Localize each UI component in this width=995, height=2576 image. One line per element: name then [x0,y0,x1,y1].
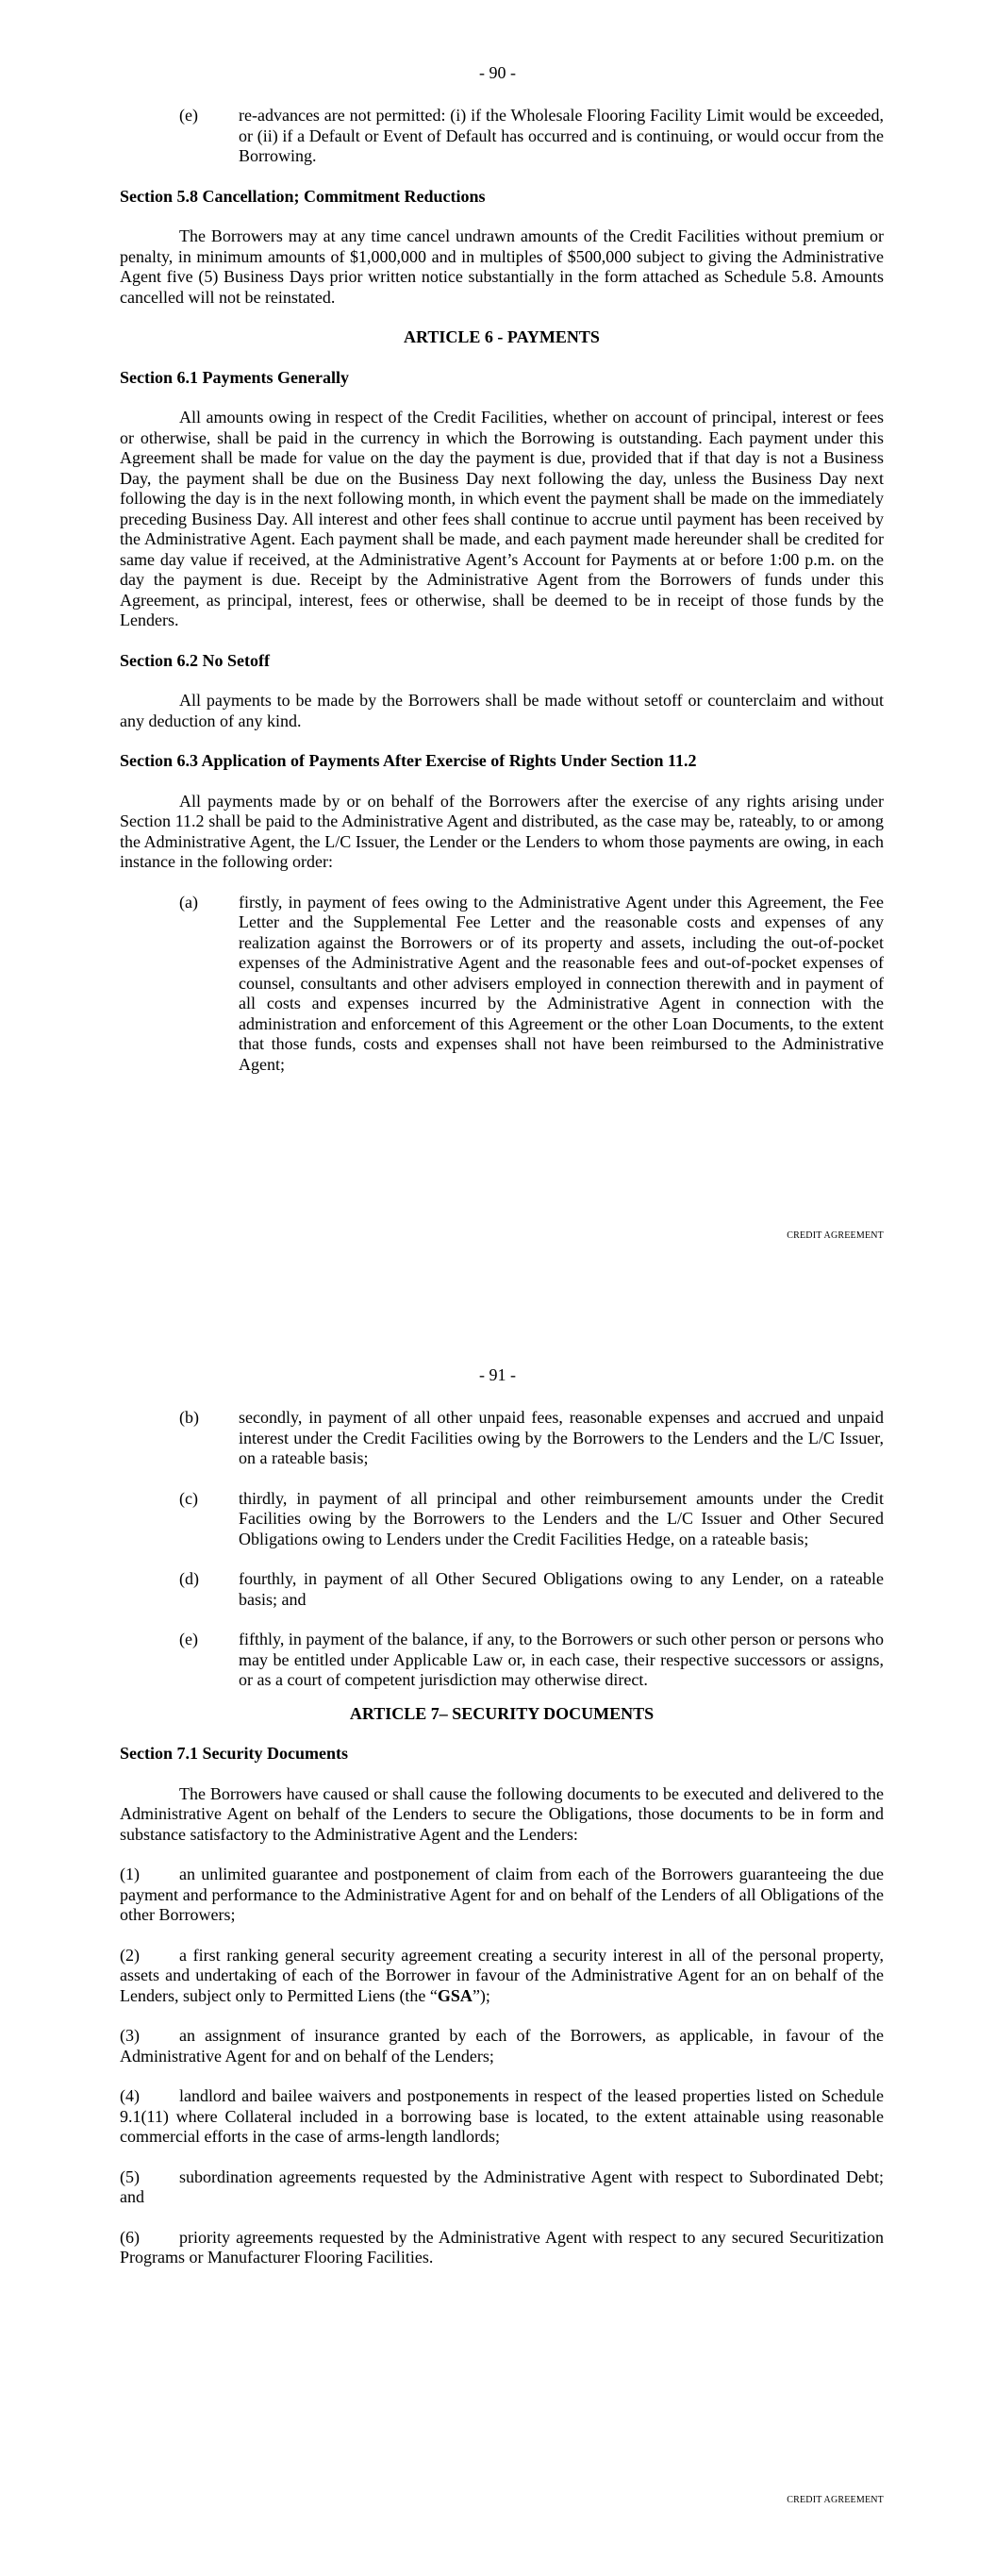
numbered-label: (5) [120,2166,140,2186]
numbered-item-1 [120,1865,884,1926]
numbered-text: an unlimited guarantee and postponement of claim from each of the Borrowers guaranteeing the due payment and performance to the Administrative Agent for and on behalf of the Lenders of all Obligations of the other Borrowers; [120,1865,884,1924]
list-text: thirdly, in payment of all principal and other reimbursement amounts under the Credit Facilities owing by the Borrowers to the Lenders and the L/C Issuer and Other Secured Obligations owing to Lenders under the Credit Facilities Hedge, on a rateable basis; [239,1488,884,1548]
numbered-item-2 [120,1946,884,2007]
list-item-e [179,1630,884,1691]
page-91-content [120,1408,884,2288]
section-body-6-2: All payments to be made by the Borrowers shall be made without setoff or counterclaim and without any deduction of any kind. [120,691,884,730]
numbered-text: subordination agreements requested by the Administrative Agent with respect to Subordinated Debt; and [120,2166,884,2206]
list-item-d [179,1569,884,1610]
defined-term-gsa: GSA [437,1985,473,2005]
numbered-item-5 [120,2167,884,2208]
list-label: (b) [179,1408,199,1427]
list-label: (d) [179,1569,199,1588]
list-item-e [179,106,884,167]
section-body-5-8: The Borrowers may at any time cancel undrawn amounts of the Credit Facilities without premium or penalty, in minimum amounts of $1,000,000 and in multiples of $500,000 subject to giving the Administrative Agent five (5) Business Days prior written notice substantially in the form attached as Schedule 5.8. Amounts cancelled will not be reinstated. [120,226,884,307]
section-body-6-3: All payments made by or on behalf of the Borrowers after the exercise of any rights arising under Section 11.2 shall be paid to the Administrative Agent and distributed, as the case may be, rateably, to or among the Administrative Agent, the L/C Issuer, the Lender or the Lenders to whom those payments are owing, in each instance in the following order: [120,791,884,871]
numbered-label: (4) [120,2086,140,2105]
section-heading-5-8: Section 5.8 Cancellation; Commitment Reductions [120,186,486,206]
section-heading-7-1: Section 7.1 Security Documents [120,1744,348,1763]
numbered-item-6 [120,2228,884,2268]
document-page-91 [0,1302,995,2576]
numbered-text-after: ”); [472,1985,490,2005]
numbered-text-before: a first ranking general security agreement creating a security interest in all of the personal property, assets and undertaking of each of the Borrower in favour of the Administrative Agent for an on behalf of the Lenders, subject only to Permitted Liens (the “ [120,1945,884,2005]
numbered-label: (2) [120,1945,140,1965]
section-heading-6-1: Section 6.1 Payments Generally [120,367,349,387]
article-heading-6: ARTICLE 6 - PAYMENTS [404,327,600,346]
numbered-label: (6) [120,2227,140,2247]
list-text: fourthly, in payment of all Other Secured Obligations owing to any Lender, on a rateable basis; and [239,1569,884,1609]
list-label: (c) [179,1488,198,1508]
list-text: secondly, in payment of all other unpaid fees, reasonable expenses and accrued and unpaid interest under the Credit Facilities owing by the Borrowers to the Lenders and the L/C Issuer, on a rateable basis; [239,1408,884,1467]
section-heading-6-2: Section 6.2 No Setoff [120,650,270,670]
numbered-label: (3) [120,2026,140,2045]
list-label: (e) [179,1630,198,1648]
list-text: firstly, in payment of fees owing to the Administrative Agent under this Agreement, the Fee Letter and the Supplemental Fee Letter and the reasonable costs and expenses of any realization against the Borrowers or of its property and assets, including the out-of-pocket expenses of the Administrative Agent and the reasonable fees and out-of-pocket expenses of counsel, consultants and other advisers employed in connection therewith and in payment of all costs and expenses incurred by the Administrative Agent in connection with the administration and enforcement of this Agreement or the other Loan Documents, to the extent that those funds, costs and expenses shall not have been reimbursed to the Administrative Agent; [239,892,884,1074]
page-90-content [120,106,884,1095]
page-footer: CREDIT AGREEMENT [787,2495,884,2505]
numbered-item-4 [120,2086,884,2148]
list-item-a [179,893,884,1076]
list-item-b [179,1408,884,1469]
numbered-label: (1) [120,1865,140,1883]
numbered-item-3 [120,2026,884,2066]
numbered-text: an assignment of insurance granted by each of the Borrowers, as applicable, in favour of the Administrative Agent for and on behalf of the Lenders; [120,2026,884,2066]
list-label: (a) [179,892,198,912]
page-number: - 91 - [479,1365,516,1384]
page-footer: CREDIT AGREEMENT [787,1230,884,1241]
article-heading-7: ARTICLE 7– SECURITY DOCUMENTS [349,1703,655,1723]
list-label: (e) [179,106,198,125]
list-text: fifthly, in payment of the balance, if any, to the Borrowers or such other person or persons who may be entitled under Applicable Law or, in each case, their respective successors or assigns, or as a court of competent jurisdiction may otherwise direct. [239,1630,884,1689]
section-heading-6-3: Section 6.3 Application of Payments After Exercise of Rights Under Section 11.2 [120,751,697,770]
numbered-text: landlord and bailee waivers and postponements in respect of the leased properties listed on Schedule 9.1(11) where Collateral included in a borrowing base is located, to the extent attainable using reasonable commercial efforts in the case of arms-length landlords; [120,2086,884,2146]
list-text: re-advances are not permitted: (i) if the Wholesale Flooring Facility Limit would be exceeded, or (ii) if a Default or Event of Default has occurred and is continuing, or would occur from the Borrowing. [239,106,884,165]
numbered-text: priority agreements requested by the Administrative Agent with respect to any secured Securitization Programs or Manufacturer Flooring Facilities. [120,2227,884,2267]
section-body-7-1: The Borrowers have caused or shall cause the following documents to be executed and delivered to the Administrative Agent on behalf of the Lenders to secure the Obligations, those documents to be in form and substance satisfactory to the Administrative Agent and the Lenders: [120,1783,884,1844]
section-body-6-1: All amounts owing in respect of the Credit Facilities, whether on account of principal, interest or fees or otherwise, shall be paid in the currency in which the Borrowing is outstanding. Each payment under this Agreement shall be made for value on the day the payment is due, provided that if that day is not a Business Day, the payment shall be due on the Business Day next following the day, unless the Business Day next following the day is in the next following month, in which event the payment shall be made on the immediately preceding Business Day. All interest and other fees shall continue to accrue until payment has been received by the Administrative Agent. Each payment shall be made, and each payment made hereunder shall be credited for same day value if received, at the Administrative Agent’s Account for Payments at or before 1:00 p.m. on the day the payment is due. Receipt by the Administrative Agent from the Borrowers of funds under this Agreement, as principal, interest, fees or otherwise, shall be deemed to be in receipt of those funds by the Lenders. [120,408,884,629]
list-item-c [179,1489,884,1550]
page-number: - 90 - [479,63,516,82]
